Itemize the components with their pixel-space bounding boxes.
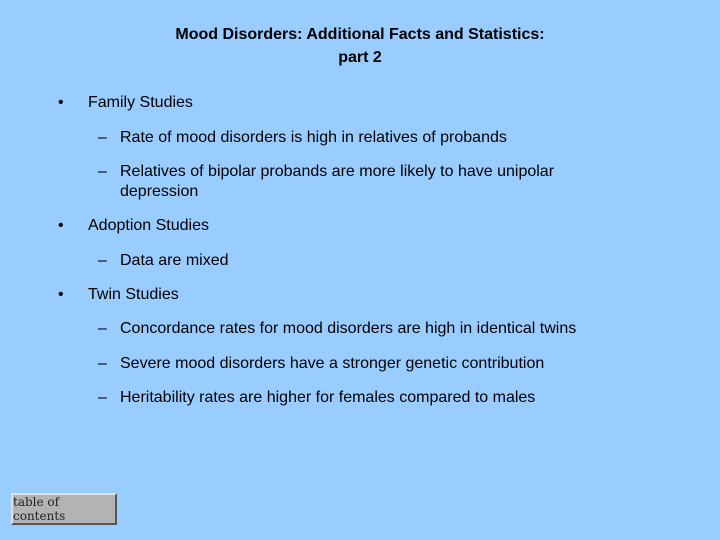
- sub-text: Severe mood disorders have a stronger genetic contribution: [120, 355, 545, 372]
- title-line-1: Mood Disorders: Additional Facts and Statistics:: [175, 26, 545, 43]
- sub-text: Heritability rates are higher for females compared to males: [120, 389, 536, 406]
- bullet-marker: •: [58, 286, 64, 303]
- sub-marker: –: [98, 355, 107, 372]
- table-of-contents-button[interactable]: table of contents: [11, 493, 117, 525]
- bullet-label: Twin Studies: [88, 286, 179, 303]
- slide-title: [0, 23, 720, 69]
- sub-marker: –: [98, 320, 107, 337]
- bullet-marker: •: [58, 217, 64, 234]
- sub-text: Relatives of bipolar probands are more likely to have unipolar depression: [120, 163, 555, 200]
- bullet-marker: •: [58, 94, 64, 111]
- sub-text: Concordance rates for mood disorders are high in identical twins: [120, 320, 577, 337]
- bullet-label: Family Studies: [88, 94, 193, 111]
- sub-marker: –: [98, 389, 107, 406]
- sub-marker: –: [98, 163, 107, 180]
- sub-text: Rate of mood disorders is high in relatives of probands: [120, 129, 507, 146]
- sub-text: Data are mixed: [120, 252, 229, 269]
- sub-marker: –: [98, 252, 107, 269]
- title-line-2: part 2: [338, 49, 382, 66]
- sub-marker: –: [98, 129, 107, 146]
- bullet-label: Adoption Studies: [88, 217, 209, 234]
